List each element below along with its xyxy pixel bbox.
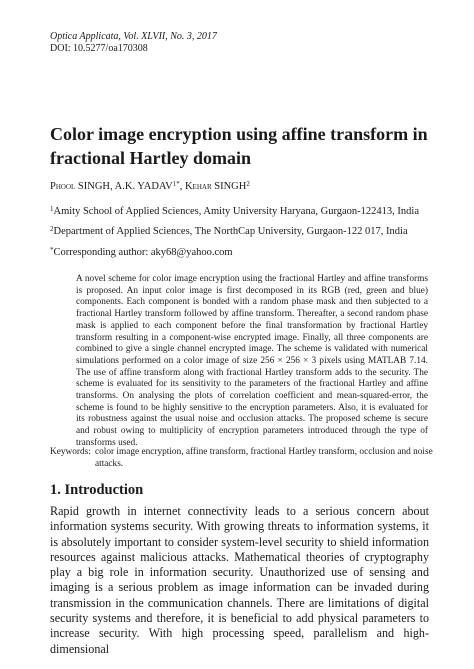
- affiliation-1: [50, 205, 419, 218]
- affiliation-text: Corresponding author: aky68@yahoo.com: [53, 247, 233, 258]
- author-first-name: Phool: [50, 181, 76, 192]
- section-heading: 1. Introduction: [50, 482, 144, 498]
- abstract: A novel scheme for color image encryption using the fractional Hartley and affine transforms is proposed. An input color image is first decomposed in its RGB (red, green and blue) components. Each component is bonded with a random phase mask and then subjected to a fractional Hartley transform followed by affine transform. Thereafter, a second random phase mask is applied to each component before the final transformation by fractional Hartley transform resulting in a component-wise encrypted image. Finally, all three components are combined to give a single channel encrypted image. The scheme is validated with numerical simulations performed on a color image of size 256 × 256 × 3 pixels using MATLAB 7.14. The use of affine transform along with fractional Hartley transform adds to the security. The scheme is evaluated for its sensitivity to the parameters of the fractional Hartley and affine transforms. On analysing the plots of correlation coefficient and mean-squared-error, the scheme is found to be highly sensitive to the encryption parameters. Also, it is evaluated for its robustness against the usual noise and occlusion attacks. The proposed scheme is secure and robust owing to multiplicity of encryption parameters introduced through the type of transforms used.: [76, 274, 428, 448]
- paper-title: Color image encryption using affine transform in fractional Hartley domain: [50, 124, 428, 168]
- author-superscript: 1*: [172, 180, 180, 188]
- body-paragraph: Rapid growth in internet connectivity leads to a serious concern about information systems security. With growing threats to information systems, it is absolutely important to consider system-level security to shield information resources against malicious attacks. Mathematical theories of cryptography play a big role in information security. Unauthorized use of sensing and imaging is a serious problem as image information can be invaded during transmission in the communication channels. There are limitations of digital security systems and therefore, it is beneficial to add physical parameters to increase security. With high processing speed, parallelism and high-dimensional: [50, 504, 429, 656]
- affiliation-marker: 1: [50, 205, 54, 213]
- author-names: SINGH: [211, 181, 247, 192]
- journal-citation: Optica Applicata, Vol. XLVII, No. 3, 2017: [50, 31, 217, 42]
- affiliation-text: Amity School of Applied Sciences, Amity University Haryana, Gurgaon-122413, India: [53, 206, 419, 217]
- affiliation-marker: 2: [50, 225, 54, 233]
- author-names: SINGH, A.K. YADAV: [75, 181, 173, 192]
- keywords-text: color image encryption, affine transform, fractional Hartley transform, occlusion and noise attacks.: [95, 447, 433, 469]
- keywords-label: Keywords:: [50, 447, 91, 457]
- author-line: [50, 180, 250, 193]
- corresponding-author: [50, 246, 233, 259]
- affiliation-2: [50, 225, 408, 238]
- affiliation-text: Department of Applied Sciences, The NorthCap University, Gurgaon-122 017, India: [53, 226, 408, 237]
- author-first-name: Kehar: [184, 181, 212, 192]
- author-separator: ,: [179, 181, 185, 192]
- doi: DOI: 10.5277/oa170308: [50, 43, 148, 54]
- author-superscript: 2: [246, 180, 250, 188]
- affiliation-marker: *: [50, 246, 54, 254]
